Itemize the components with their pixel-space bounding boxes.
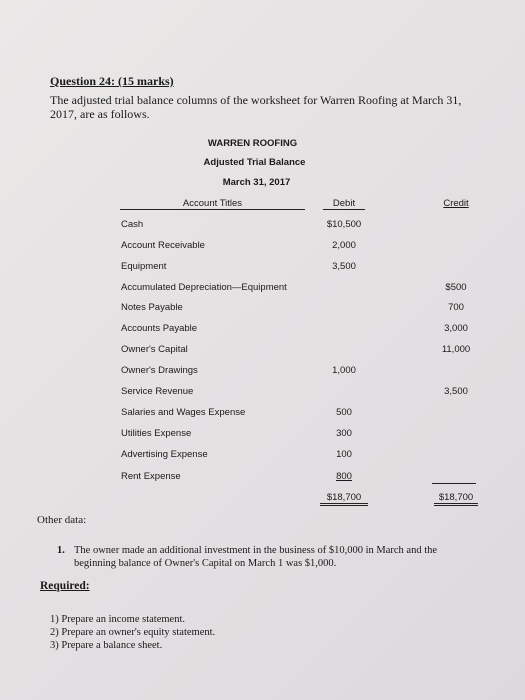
table-row — [0, 428, 525, 442]
debit-amount: $10,500 — [326, 219, 362, 230]
item-text: The owner made an additional investment in the business of $10,000 in March and the beginning balance of Owner's Capital on March 1 was $1,000. — [74, 545, 438, 569]
account-name: Rent Expense — [121, 471, 181, 482]
table-row — [0, 219, 525, 233]
account-name: Utilities Expense — [121, 428, 192, 439]
task-item: 2) Prepare an owner's equity statement. — [50, 627, 216, 638]
required-tasks — [50, 613, 215, 652]
table-row — [0, 407, 525, 421]
account-name: Accounts Payable — [121, 323, 198, 334]
account-name: Salaries and Wages Expense — [121, 407, 246, 418]
item-number: 1. — [57, 545, 65, 556]
debit-amount: 3,500 — [332, 261, 356, 272]
statement-date: March 31, 2017 — [222, 177, 291, 188]
account-name: Owner's Capital — [121, 344, 188, 355]
table-row — [0, 449, 525, 463]
company-name: WARREN ROOFING — [207, 138, 298, 149]
other-data-item — [57, 544, 477, 570]
statement-title: Adjusted Trial Balance — [203, 157, 306, 168]
credit-amount: 3,500 — [444, 386, 468, 397]
required-label: Required: — [40, 580, 90, 592]
credit-amount: $500 — [445, 282, 467, 293]
other-data-label: Other data: — [37, 514, 87, 526]
account-name: Account Receivable — [121, 240, 205, 251]
credit-amount: 3,000 — [444, 323, 468, 334]
table-row — [0, 261, 525, 275]
debit-total: $18,700 — [320, 492, 368, 506]
task-item: 3) Prepare a balance sheet. — [50, 640, 163, 651]
debit-amount: 500 — [336, 407, 352, 418]
debit-header: Debit — [323, 198, 365, 210]
account-name: Advertising Expense — [121, 449, 208, 460]
table-row — [0, 365, 525, 379]
account-name: Cash — [121, 219, 144, 230]
table-row — [0, 323, 525, 337]
debit-amount: 300 — [336, 428, 352, 439]
debit-amount: 1,000 — [332, 365, 356, 376]
task-item: 1) Prepare an income statement. — [50, 614, 185, 625]
table-row — [0, 302, 525, 316]
credit-total: $18,700 — [434, 492, 478, 506]
credit-header: Credit — [443, 198, 469, 209]
table-row — [0, 282, 525, 296]
debit-amount: 2,000 — [332, 240, 356, 251]
table-row — [0, 344, 525, 358]
credit-amount: 11,000 — [441, 344, 471, 355]
credit-amount: 700 — [448, 302, 464, 313]
account-name: Notes Payable — [121, 302, 183, 313]
debit-amount: 100 — [336, 449, 352, 460]
account-name: Accumulated Depreciation—Equipment — [121, 282, 287, 293]
question-intro: The adjusted trial balance columns of the worksheet for Warren Roofing at March 31, 2017, are as follows. — [50, 93, 462, 121]
account-name: Service Revenue — [121, 386, 194, 397]
credit-subtotal-rule — [432, 483, 476, 484]
table-row — [0, 386, 525, 400]
debit-amount: 800 — [336, 471, 352, 482]
account-name: Owner's Drawings — [121, 365, 198, 376]
table-row — [0, 240, 525, 254]
account-name: Equipment — [121, 261, 167, 272]
question-title: Question 24: (15 marks) — [50, 74, 174, 88]
account-titles-header: Account Titles — [120, 198, 305, 210]
